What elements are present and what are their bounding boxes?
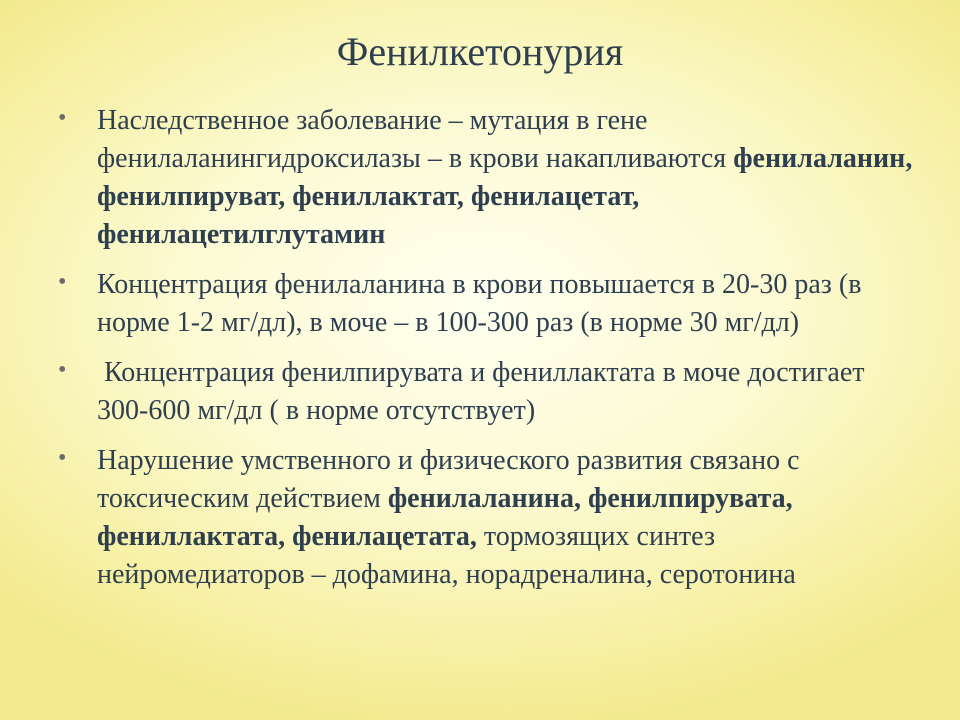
bullet-item [55, 102, 915, 254]
slide-title: Фенилкетонурия [336, 29, 624, 74]
bullet-item [55, 266, 915, 342]
bullet-text: Наследственное заболевание – мутация в гене фенилаланингидроксилазы – в крови накапливаются [97, 105, 734, 174]
bullet-marker: • [58, 445, 67, 471]
bullet-text: Нарушение умственного и физического развития связано с токсическим действием [97, 445, 800, 514]
bullet-text: Концентрация фенилаланина в крови повышается в 20-30 раз (в норме 1-2 мг/дл), в моче – в 100-300 раз (в норме 30 мг/дл) [97, 269, 862, 338]
bullet-item [55, 442, 915, 594]
bullet-item [55, 354, 915, 430]
bullet-marker: • [58, 269, 67, 295]
bullet-list [55, 102, 915, 606]
bullet-marker: • [58, 357, 67, 383]
bullet-marker: • [58, 105, 67, 131]
bullet-bold-text: фенилаланин, фенилпируват, фениллактат, фенилацетат, фенилацетилглутамин [97, 143, 913, 250]
bullet-bold-text: фенилаланина, фенилпирувата, фениллактата, фенилацетата, [97, 483, 793, 552]
bullet-text: тормозящих синтез нейромедиаторов – дофамина, норадреналина, серотонина [97, 521, 796, 590]
bullet-text: Концентрация фенилпирувата и фениллактата в моче достигает 300-600 мг/дл ( в норме отсутствует) [97, 357, 865, 426]
